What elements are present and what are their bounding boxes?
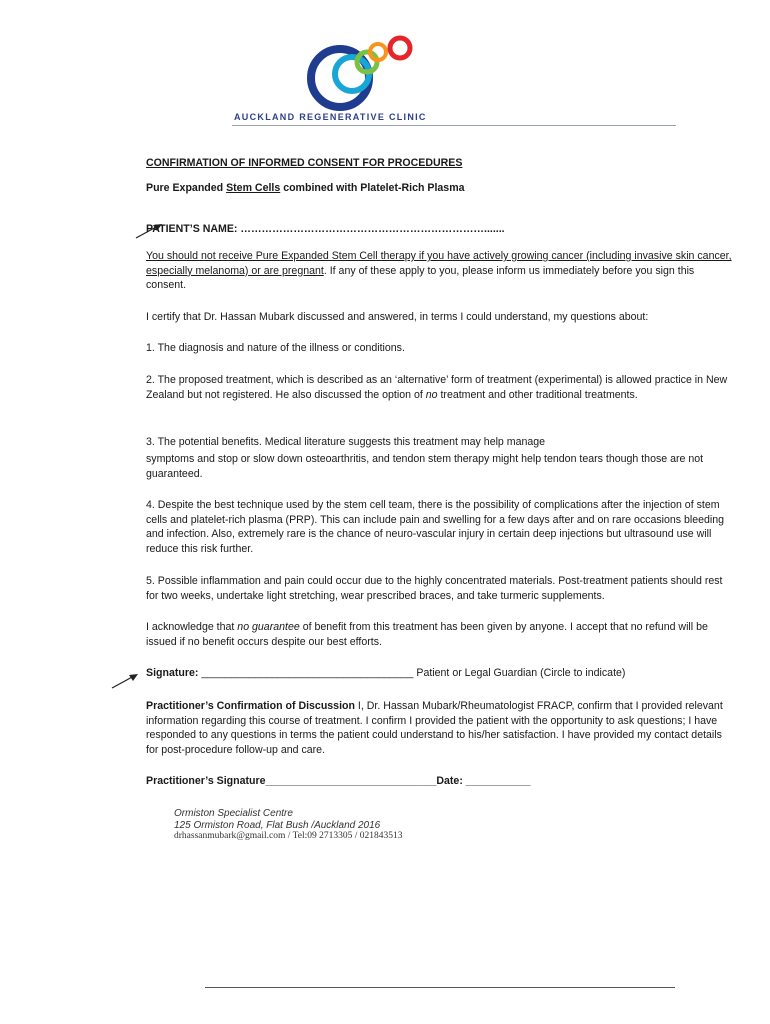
clinic-address-line1: Ormiston Specialist Centre [174,808,293,819]
header-divider [232,125,676,126]
signature-label: Signature: [146,667,199,679]
logo-ring-red [390,38,410,58]
document-subtitle [146,181,732,196]
acknowledge-post: of benefit from this treatment has been given by anyone. I accept that no refund will be issued if no benefit occurs despite our best efforts. [146,621,708,648]
clinic-address-line2: 125 Ormiston Road, Flat Bush /Auckland 2016 [174,820,381,831]
item-inflammation: 5. Possible inflammation and pain could occur due to the highly concentrated materials. Post-treatment patients should rest for two weeks, undertake light stretching, wear prescribed braces, and take turmeric supplements. [146,575,723,602]
subtitle-post: combined with Platelet-Rich Plasma [280,182,465,194]
signature-suffix: Patient or Legal Guardian (Circle to indicate) [416,667,626,679]
clinic-logo [300,34,480,124]
practitioner-confirmation-label: Practitioner’s Confirmation of Discussion [146,700,355,712]
item2-post: treatment and other traditional treatments. [437,388,638,401]
acknowledge-pre: I acknowledge that [146,621,238,633]
practitioner-confirmation [146,699,732,757]
contact-details: drhassanmubark@gmail.com / Tel:09 2713305 / 021843513 [174,831,403,841]
item2-italic: no [425,388,438,401]
warning-rest: . If any of these apply to you, please inform us immediately before you sign this consent. [146,264,695,292]
certify-statement: I certify that Dr. Hassan Mubark discussed and answered, in terms I could understand, my questions about: [146,311,649,323]
document-title: CONFIRMATION OF INFORMED CONSENT FOR PROCEDURES [146,157,463,169]
warning-underlined: You should not receive Pure Expanded Stem Cell therapy if you have actively growing cancer (including invasive skin cancer, especially melanoma) or are pregnant [146,250,732,277]
acknowledge-italic: no guarantee [237,621,300,633]
practitioner-confirmation-text: I, Dr. Hassan Mubark/Rheumatologist FRACP, confirm that I provided relevant information regarding this course of treatment. I confirm I provided the patient with the opportunity to ask questions; I have responded to any questions in terms the patient could understand to his/her satisfaction. I have provided my contact details for post-procedure follow-up and care. [146,700,723,756]
item-diagnosis: 1. The diagnosis and nature of the illness or conditions. [146,342,405,354]
item2-pre: 2. The proposed treatment, which is described as an ‘alternative’ form of treatment (experimental) is allowed practice in New Zealand but not registered. He also discussed the option of [146,374,728,401]
subtitle-underlined: Stem Cells [226,182,281,194]
patient-name-field: PATIENT’S NAME: ……………………………………………………………....... [146,223,505,235]
subtitle-pre: Pure Expanded [146,182,227,194]
item-proposed-treatment [146,373,732,402]
item-potential-benefits-line1: 3. The potential benefits. Medical literature suggests this treatment may help manage [146,436,546,448]
clinic-name: AUCKLAND REGENERATIVE CLINIC [234,112,427,122]
item-complications: 4. Despite the best technique used by the stem cell team, there is the possibility of complications after the injection of stem cells and platelet-rich plasma (PRP). This can include pain and swelling for a few days after and on rare occasions bleeding and infection. Also, extremely rare is the chance of neuro-vascular injury in certain deep injections but ultrasound use will reduce this risk further. [146,499,725,555]
signature-blank: ____________________________________ [198,667,417,679]
item-potential-benefits-line2: symptoms and stop or slow down osteoarthritis, and tendon stem therapy might help tendon tears though those are not guaranteed. [146,453,704,480]
footer-divider [205,987,675,988]
pointer-arrow-icon [110,672,140,690]
cancer-pregnancy-warning [146,249,732,293]
practitioner-signature-line: Practitioner’s Signature_____________________________Date: ___________ [146,775,531,787]
acknowledge-statement [146,620,732,649]
patient-signature-line [146,666,732,681]
